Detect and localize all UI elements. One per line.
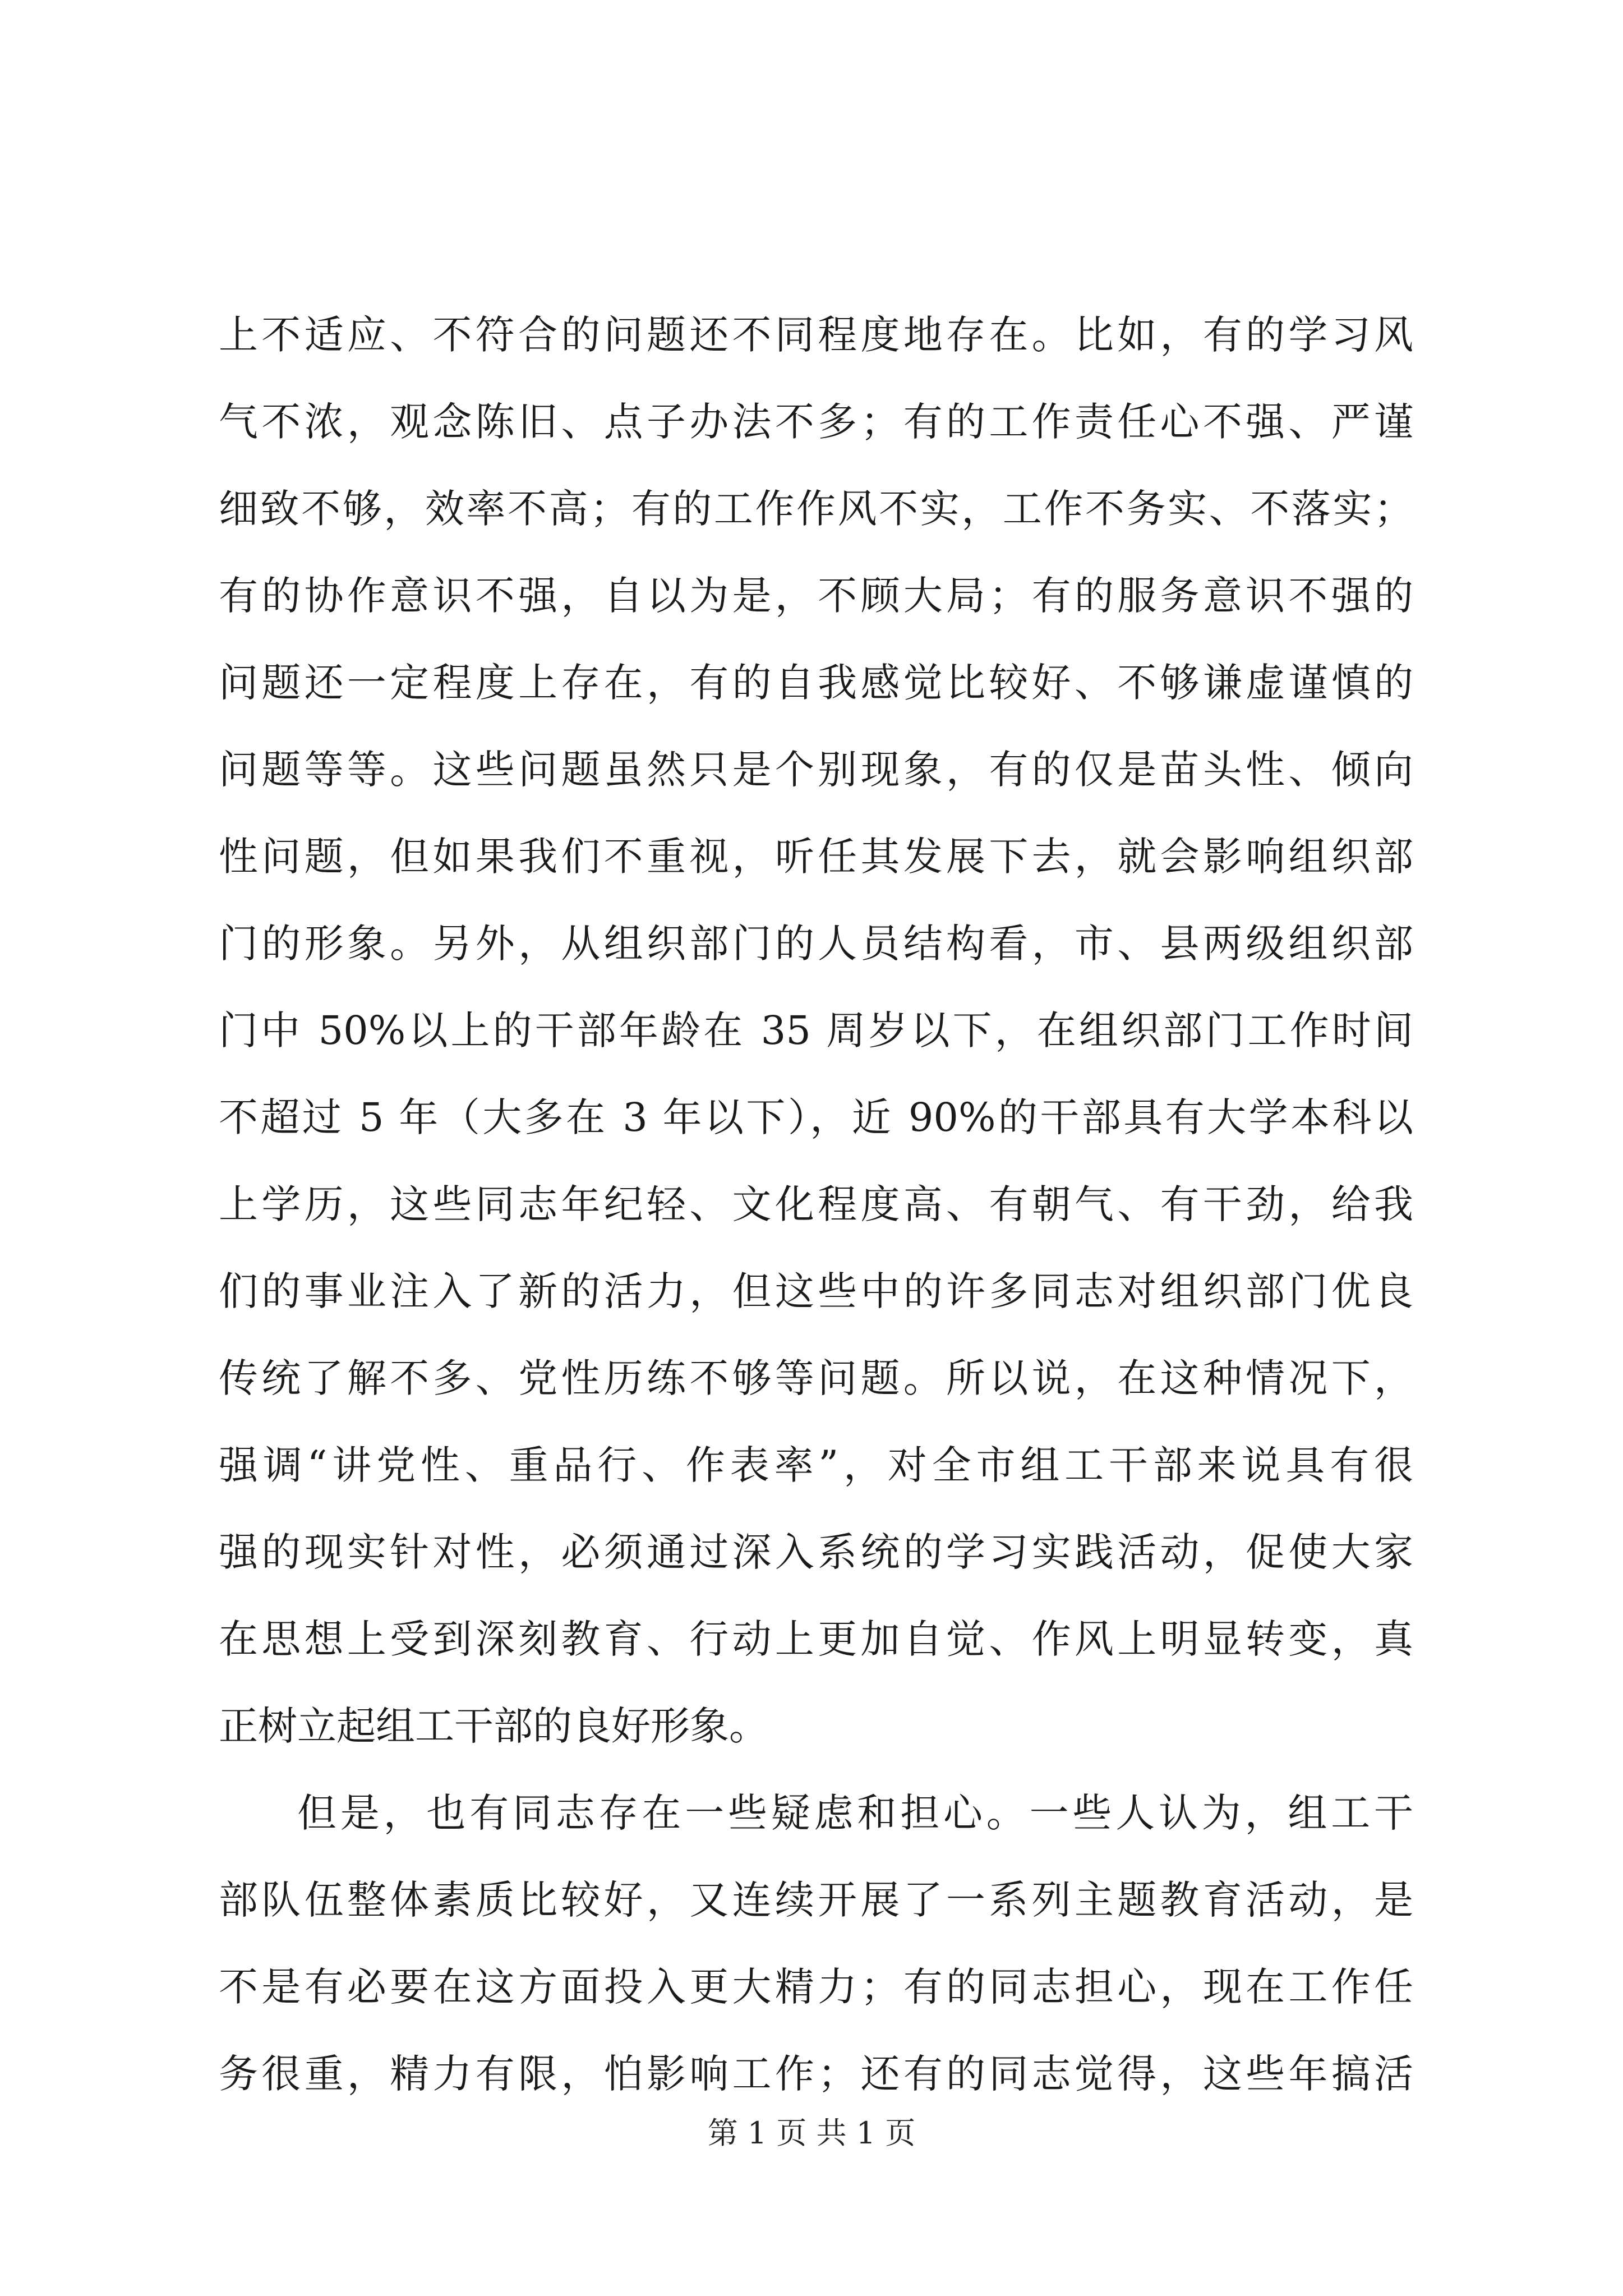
text-line: 细致不够，效率不高；有的工作作风不实，工作不务实、不落实； [219, 486, 1413, 532]
text-line: 有的协作意识不强，自以为是，不顾大局；有的服务意识不强的 [219, 573, 1413, 619]
text-line: 气不浓，观念陈旧、点子办法不多；有的工作责任心不强、严谨 [219, 399, 1413, 445]
body-text [219, 292, 1413, 2118]
text-line: 问题等等。这些问题虽然只是个别现象，有的仅是苗头性、倾向 [219, 747, 1413, 793]
text-line: 门的形象。另外，从组织部门的人员结构看，市、县两级组织部 [219, 921, 1413, 967]
text-line: 在思想上受到深刻教育、行动上更加自觉、作风上明显转变，真 [219, 1616, 1413, 1662]
text-line: 不是有必要在这方面投入更大精力；有的同志担心，现在工作任 [219, 1964, 1413, 2010]
text-line: 上不适应、不符合的问题还不同程度地存在。比如，有的学习风 [219, 312, 1413, 358]
text-line: 强调“讲党性、重品行、作表率”，对全市组工干部来说具有很 [219, 1442, 1413, 1488]
text-line: 正树立起组工干部的良好形象。 [219, 1703, 768, 1749]
text-line: 上学历，这些同志年纪轻、文化程度高、有朝气、有干劲，给我 [219, 1181, 1413, 1227]
text-line: 不超过 5 年（大多在 3 年以下），近 90%的干部具有大学本科以 [219, 1094, 1413, 1140]
text-line: 务很重，精力有限，怕影响工作；还有的同志觉得，这些年搞活 [219, 2051, 1413, 2097]
text-line: 传统了解不多、党性历练不够等问题。所以说，在这种情况下， [219, 1355, 1413, 1401]
text-line: 门中 50%以上的干部年龄在 35 周岁以下，在组织部门工作时间 [219, 1007, 1413, 1053]
text-line: 强的现实针对性，必须通过深入系统的学习实践活动，促使大家 [219, 1529, 1413, 1575]
text-line: 部队伍整体素质比较好，又连续开展了一系列主题教育活动，是 [219, 1877, 1413, 1923]
text-line: 性问题，但如果我们不重视，听任其发展下去，就会影响组织部 [219, 834, 1413, 880]
text-line: 们的事业注入了新的活力，但这些中的许多同志对组织部门优良 [219, 1268, 1413, 1314]
page-footer: 第 1 页 共 1 页 [707, 2115, 916, 2151]
text-line: 但是，也有同志存在一些疑虑和担心。一些人认为，组工干 [297, 1790, 1413, 1836]
text-line: 问题还一定程度上存在，有的自我感觉比较好、不够谦虚谨慎的 [219, 660, 1413, 706]
